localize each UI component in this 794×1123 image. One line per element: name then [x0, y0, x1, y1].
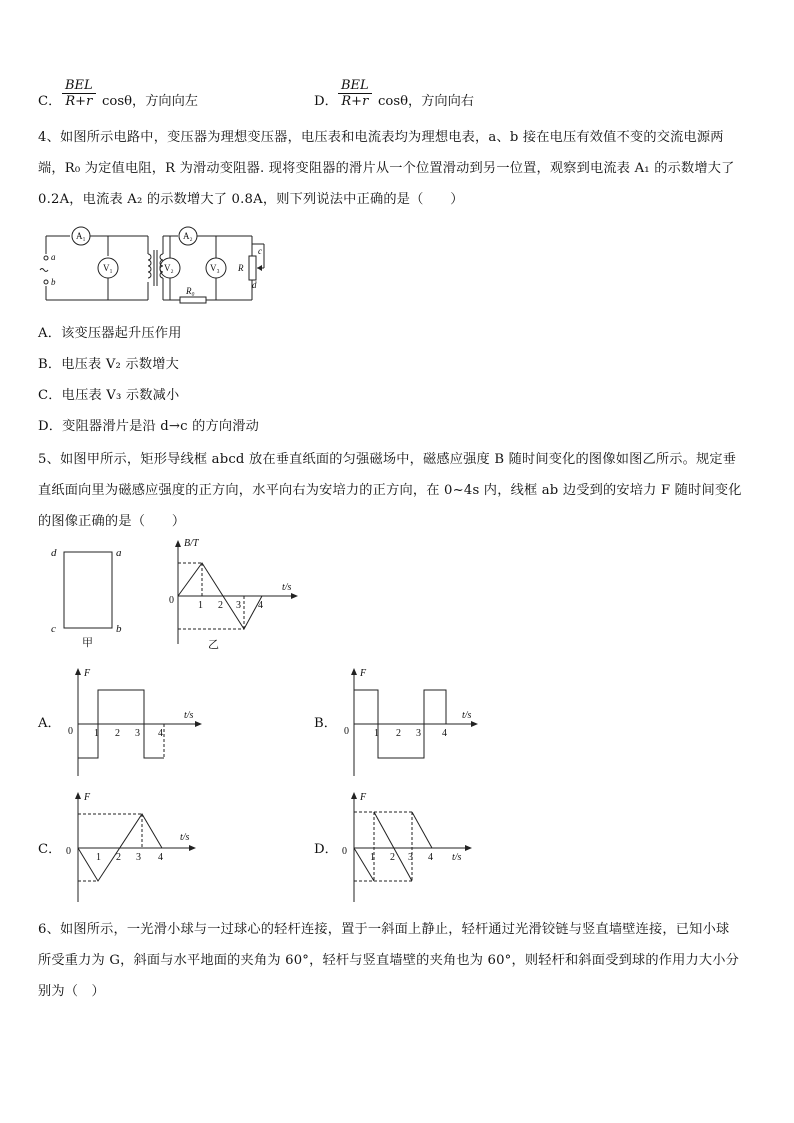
- q3-option-d-fraction: [338, 78, 372, 109]
- q5-option-c-y-label: F: [84, 792, 91, 803]
- q5-option-d-tick-1: 1: [370, 852, 375, 863]
- q4-option-a: A．该变压器起升压作用: [38, 326, 182, 341]
- q5-option-b-x-label: t/s: [462, 710, 472, 721]
- q3-option-c-letter: C．: [38, 94, 62, 109]
- q4-stem-line1: 4、如图所示电路中，变压器为理想变压器，电压表和电流表均为理想电表，a、b 接在电压有效值不变的交流电源两: [38, 130, 724, 145]
- q4-resistor-r0-label: R₀: [186, 286, 195, 296]
- q5-jia-corner-b: b: [116, 623, 122, 635]
- q3-option-d-letter: D．: [314, 94, 338, 109]
- q3-option-d-text: cosθ，方向向右: [378, 94, 474, 109]
- q5-option-b-origin: 0: [344, 726, 349, 737]
- q3-option-c-fraction: [62, 78, 96, 109]
- q5-option-a-y-label: F: [84, 668, 91, 679]
- q5-option-d-origin: 0: [342, 846, 347, 857]
- q5-jia-corner-a: a: [116, 547, 122, 559]
- q5-yi-tick-1: 1: [198, 600, 203, 611]
- q4-voltmeter-v3-label: V₃: [210, 263, 220, 273]
- q5-option-a-letter: A．: [38, 716, 61, 731]
- q3-option-d-denominator: R+r: [341, 94, 369, 109]
- q5-jia-caption: 甲: [82, 637, 93, 649]
- q4-point-c-label: c: [258, 246, 262, 256]
- q5-option-c-tick-3: 3: [136, 852, 141, 863]
- q4-ammeter-a1-label: A₁: [76, 231, 86, 241]
- q6-stem-line1: 6、如图所示，一光滑小球与一过球心的轻杆连接，置于一斜面上静止，轻杆通过光滑铰链与竖直墙壁连接，已知小球: [38, 922, 730, 937]
- q5-option-b-tick-4: 4: [442, 728, 447, 739]
- q5-option-c-letter: C．: [38, 842, 62, 857]
- q5-option-c-tick-4: 4: [158, 852, 163, 863]
- q5-option-b-tick-1: 1: [374, 728, 379, 739]
- q5-option-b-graph: [338, 664, 478, 780]
- q5-option-b-tick-2: 2: [396, 728, 401, 739]
- q5-option-b-y-label: F: [360, 668, 367, 679]
- q5-jia-corner-c: c: [51, 623, 56, 635]
- q5-option-c-origin: 0: [66, 846, 71, 857]
- q4-resistor-r-label: R: [238, 263, 244, 273]
- q5-option-a-graph: [62, 664, 202, 780]
- q5-stem-line2: 直纸面向里为磁感应强度的正方向，水平向右为安培力的正方向，在 0~4s 内，线框 ab 边受到的安培力 F 随时间变化: [38, 483, 742, 498]
- q5-stem-line1: 5、如图甲所示，矩形导线框 abcd 放在垂直纸面的匀强磁场中，磁感应强度 B 随时间变化的图像如图乙所示。规定垂: [38, 452, 737, 467]
- q5-yi-tick-2: 2: [218, 600, 223, 611]
- q4-circuit-diagram: [38, 218, 278, 308]
- q5-option-d-x-label: t/s: [452, 852, 462, 863]
- q5-option-a-tick-2: 2: [115, 728, 120, 739]
- q4-stem-line3: 0.2A，电流表 A₂ 的示数增大了 0.8A，则下列说法中正确的是（ ）: [38, 192, 464, 207]
- q3-option-c-numerator: BEL: [62, 78, 96, 94]
- q4-voltmeter-v2-label: V₂: [164, 263, 174, 273]
- q4-option-b: B．电压表 V₂ 示数增大: [38, 357, 179, 372]
- q5-option-b-tick-3: 3: [416, 728, 421, 739]
- q5-option-b-letter: B．: [314, 716, 337, 731]
- q5-option-d-graph: [338, 788, 478, 906]
- q5-yi-tick-4: 4: [258, 600, 263, 611]
- q6-stem-line2: 所受重力为 G，斜面与水平地面的夹角为 60°，轻杆与竖直墙壁的夹角也为 60°，则轻杆和斜面受到球的作用力大小分: [38, 953, 740, 968]
- q5-yi-tick-3: 3: [236, 600, 241, 611]
- q5-yi-x-axis-label: t/s: [282, 582, 292, 593]
- q5-yi-origin: 0: [169, 595, 174, 606]
- q4-ammeter-a2-label: A₂: [183, 231, 193, 241]
- q5-figure-jia: [44, 540, 134, 652]
- q5-figure-yi: [166, 534, 306, 654]
- q3-option-c-denominator: R+r: [65, 94, 93, 109]
- q5-stem-line3: 的图像正确的是（ ）: [38, 514, 186, 529]
- q5-option-d-tick-2: 2: [390, 852, 395, 863]
- q5-jia-corner-d: d: [51, 547, 57, 559]
- q4-terminal-a-label: a: [51, 252, 56, 262]
- q4-option-c: C．电压表 V₃ 示数减小: [38, 388, 180, 403]
- q5-option-d-tick-3: 3: [408, 852, 413, 863]
- q5-option-a-tick-3: 3: [135, 728, 140, 739]
- q5-yi-caption: 乙: [208, 639, 219, 651]
- q5-option-d-letter: D．: [314, 842, 338, 857]
- q5-option-c-graph: [62, 788, 202, 906]
- q5-option-a-origin: 0: [68, 726, 73, 737]
- q5-option-d-tick-4: 4: [428, 852, 433, 863]
- q6-stem-line3: 别为（ ）: [38, 984, 105, 999]
- q5-option-c-tick-1: 1: [96, 852, 101, 863]
- q5-option-c-x-label: t/s: [180, 832, 190, 843]
- q5-option-c-tick-2: 2: [116, 852, 121, 863]
- q4-voltmeter-v1-label: V₁: [103, 263, 113, 273]
- q4-terminal-b-label: b: [51, 277, 56, 287]
- q5-option-a-tick-1: 1: [94, 728, 99, 739]
- q5-yi-y-axis-label: B/T: [184, 538, 199, 549]
- q5-option-d-y-label: F: [360, 792, 367, 803]
- q5-option-a-x-label: t/s: [184, 710, 194, 721]
- q3-option-c-text: cosθ，方向向左: [102, 94, 198, 109]
- q4-stem-line2: 端，R₀ 为定值电阻，R 为滑动变阻器. 现将变阻器的滑片从一个位置滑动到另一位置，观察到电流表 A₁ 的示数增大了: [38, 161, 735, 176]
- q5-option-a-tick-4: 4: [158, 728, 163, 739]
- q4-option-d: D．变阻器滑片是沿 d→c 的方向滑动: [38, 419, 260, 434]
- q4-point-d-label: d: [252, 280, 257, 290]
- q3-option-d-numerator: BEL: [338, 78, 372, 94]
